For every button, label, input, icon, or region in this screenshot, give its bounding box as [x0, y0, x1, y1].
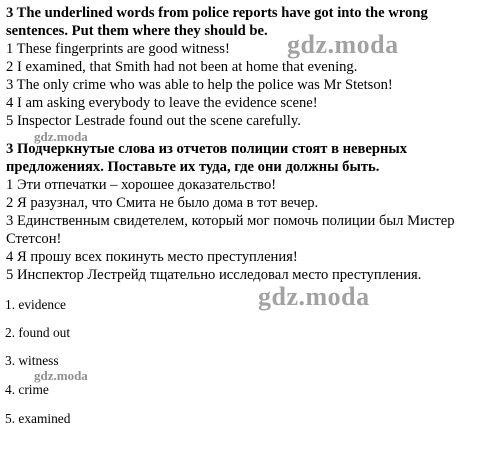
english-item-1: 1 These fingerprints are good witness!: [6, 41, 230, 57]
english-heading-line-1: 3 The underlined words from police reports have got into the wrong: [6, 5, 428, 21]
watermark-logo-top: gdz.moda: [287, 30, 399, 59]
answer-1: 1. evidence: [5, 297, 66, 312]
answer-2: 2. found out: [5, 325, 71, 340]
answer-3: 3. witness: [5, 353, 59, 368]
watermark-logo-middle: gdz.moda: [258, 282, 370, 311]
russian-item-3: 3 Единственным свидетелем, который мог помочь полиции был Мистер: [6, 213, 455, 229]
answer-5: 5. examined: [5, 411, 71, 426]
english-item-4: 4 I am asking everybody to leave the evidence scene!: [6, 95, 318, 111]
english-item-2: 2 I examined, that Smith had not been at home that evening.: [6, 59, 358, 75]
english-item-5: 5 Inspector Lestrade found out the scene carefully.: [6, 113, 301, 129]
russian-item-3-continued: Стетсон!: [6, 231, 62, 247]
russian-heading-line-1: 3 Подчеркнутые слова из отчетов полиции стоят в неверных: [6, 141, 408, 157]
watermark-logo-small-1: gdz.moda: [34, 129, 88, 144]
english-heading-line-2: sentences. Put them where they should be.: [6, 23, 268, 39]
answer-4: 4. crime: [5, 382, 49, 397]
russian-item-5: 5 Инспектор Лестрейд тщательно исследовал место преступления.: [6, 267, 422, 283]
russian-item-1: 1 Эти отпечатки – хорошее доказательство!: [6, 177, 277, 193]
english-item-3: 3 The only crime who was able to help the police was Mr Stetson!: [6, 77, 393, 93]
watermark-logo-small-2: gdz.moda: [34, 368, 88, 383]
russian-heading-line-2: предложениях. Поставьте их туда, где они должны быть.: [6, 159, 380, 175]
russian-item-4: 4 Я прошу всех покинуть место преступления!: [6, 249, 298, 265]
russian-item-2: 2 Я разузнал, что Смита не было дома в тот вечер.: [6, 195, 319, 211]
